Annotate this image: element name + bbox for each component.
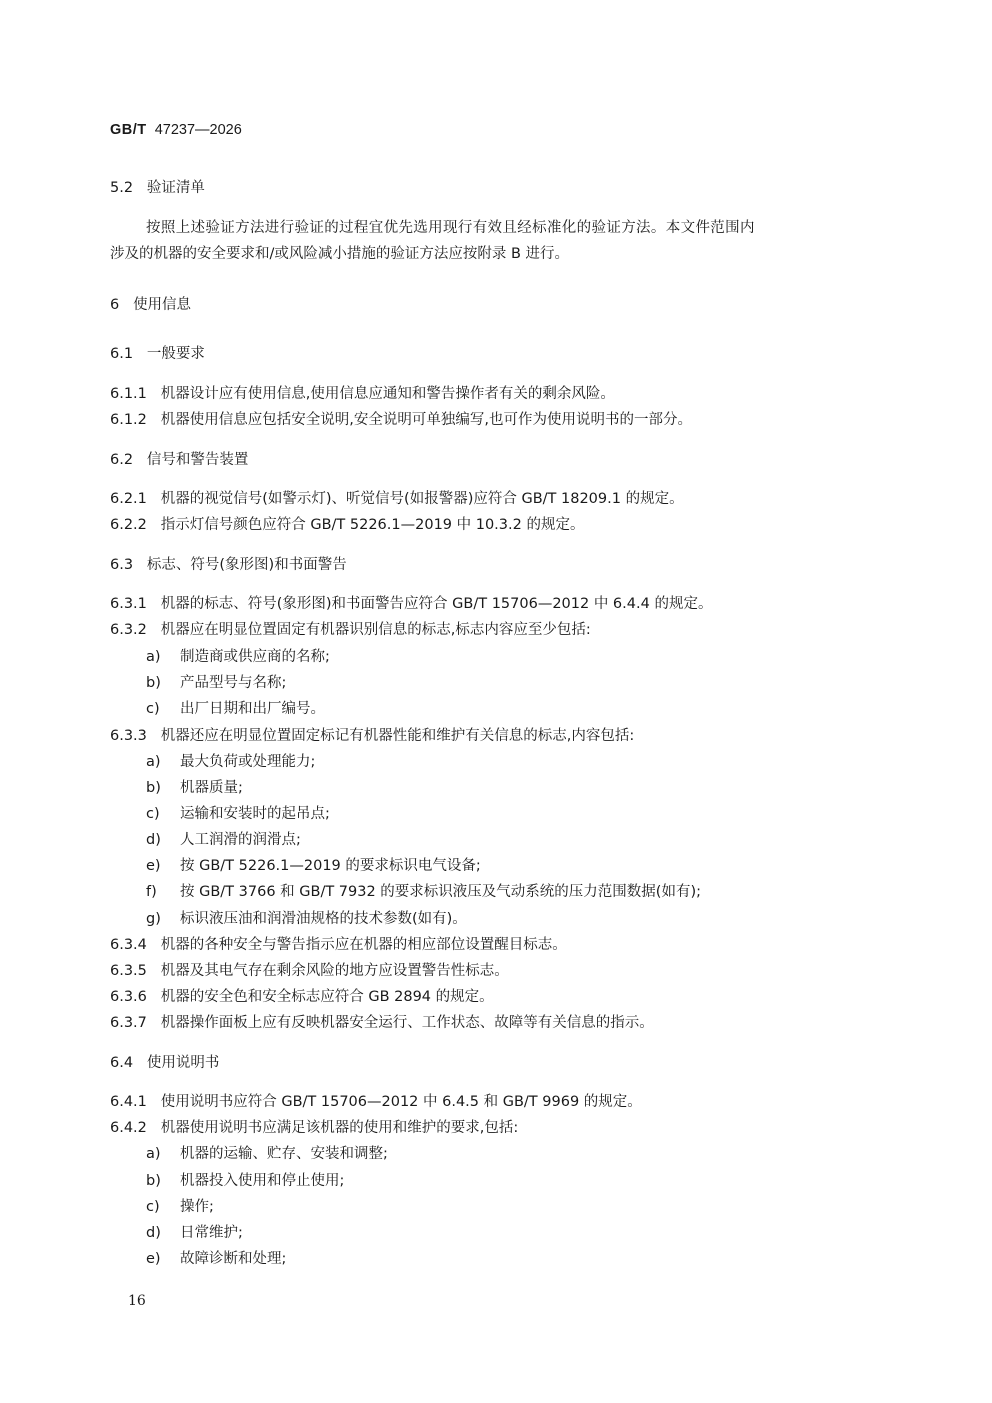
list-item: e) 按 GB/T 5226.1—2019 的要求标识电气设备;	[146, 858, 481, 874]
clause: 6.3.2 机器应在明显位置固定有机器识别信息的标志,标志内容应至少包括:	[110, 622, 591, 638]
clause: 6.1.2 机器使用信息应包括安全说明,安全说明可单独编写,也可作为使用说明书的一部分。	[110, 412, 692, 428]
list-item: a) 制造商或供应商的名称;	[146, 649, 330, 665]
clause: 6.2.2 指示灯信号颜色应符合 GB/T 5226.1—2019 中 10.3.2 的规定。	[110, 517, 585, 533]
list-item: c) 操作;	[146, 1199, 214, 1215]
list-item: b) 机器投入使用和停止使用;	[146, 1173, 345, 1189]
clause: 6.3.4 机器的各种安全与警告指示应在机器的相应部位设置醒目标志。	[110, 937, 567, 953]
section-heading: 6.1 一般要求	[110, 346, 205, 362]
list-item: c) 出厂日期和出厂编号。	[146, 701, 325, 717]
list-item: e) 故障诊断和处理;	[146, 1251, 287, 1267]
section-heading: 5.2 验证清单	[110, 180, 205, 196]
standard-prefix: GB/T	[110, 122, 147, 138]
page-number: 16	[128, 1293, 146, 1309]
list-item: g) 标识液压油和润滑油规格的技术参数(如有)。	[146, 911, 467, 927]
clause: 6.4.2 机器使用说明书应满足该机器的使用和维护的要求,包括:	[110, 1120, 519, 1136]
clause: 6.4.1 使用说明书应符合 GB/T 15706—2012 中 6.4.5 和 GB/T 9969 的规定。	[110, 1094, 642, 1110]
clause: 6.2.1 机器的视觉信号(如警示灯)、听觉信号(如报警器)应符合 GB/T 18209.1 的规定。	[110, 491, 684, 507]
standard-number: 47237—2026	[154, 122, 242, 138]
list-item: c) 运输和安装时的起吊点;	[146, 806, 330, 822]
paragraph-line: 按照上述验证方法进行验证的过程宜优先选用现行有效且经标准化的验证方法。本文件范围内	[146, 220, 755, 236]
list-item: b) 产品型号与名称;	[146, 675, 287, 691]
clause: 6.3.3 机器还应在明显位置固定标记有机器性能和维护有关信息的标志,内容包括:	[110, 728, 635, 744]
chapter-heading: 6 使用信息	[110, 297, 192, 313]
list-item: f) 按 GB/T 3766 和 GB/T 7932 的要求标识液压及气动系统的压力范围数据(如有);	[146, 884, 702, 900]
clause: 6.3.5 机器及其电气存在剩余风险的地方应设置警告性标志。	[110, 963, 509, 979]
section-heading: 6.2 信号和警告装置	[110, 452, 249, 468]
list-item: a) 最大负荷或处理能力;	[146, 754, 316, 770]
section-heading: 6.4 使用说明书	[110, 1055, 220, 1071]
clause: 6.3.6 机器的安全色和安全标志应符合 GB 2894 的规定。	[110, 989, 494, 1005]
clause: 6.3.7 机器操作面板上应有反映机器安全运行、工作状态、故障等有关信息的指示。	[110, 1015, 654, 1031]
list-item: d) 日常维护;	[146, 1225, 243, 1241]
section-heading: 6.3 标志、符号(象形图)和书面警告	[110, 557, 347, 573]
list-item: d) 人工润滑的润滑点;	[146, 832, 301, 848]
standard-code	[110, 120, 242, 140]
clause: 6.3.1 机器的标志、符号(象形图)和书面警告应符合 GB/T 15706—2012 中 6.4.4 的规定。	[110, 596, 713, 612]
list-item: b) 机器质量;	[146, 780, 243, 796]
clause: 6.1.1 机器设计应有使用信息,使用信息应通知和警告操作者有关的剩余风险。	[110, 386, 615, 402]
paragraph-line: 涉及的机器的安全要求和/或风险减小措施的验证方法应按附录 B 进行。	[110, 246, 570, 262]
list-item: a) 机器的运输、贮存、安装和调整;	[146, 1146, 388, 1162]
